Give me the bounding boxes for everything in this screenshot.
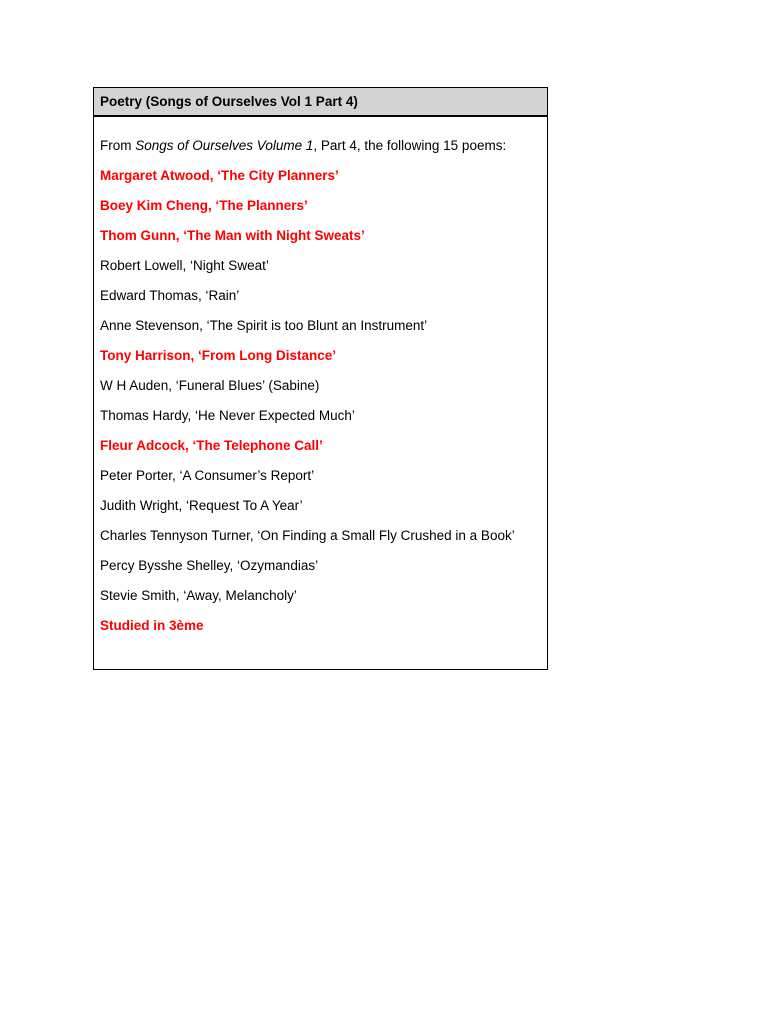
list-item: Thomas Hardy, ‘He Never Expected Much’ bbox=[100, 408, 355, 423]
list-item: Anne Stevenson, ‘The Spirit is too Blunt an Instrument’ bbox=[100, 318, 428, 333]
list-item: Judith Wright, ‘Request To A Year’ bbox=[100, 498, 303, 513]
list-item: Boey Kim Cheng, ‘The Planners’ bbox=[100, 198, 308, 213]
intro-line bbox=[100, 138, 547, 168]
list-item: Charles Tennyson Turner, ‘On Finding a Small Fly Crushed in a Book’ bbox=[100, 528, 515, 543]
table-header bbox=[94, 88, 547, 117]
list-item: Stevie Smith, ‘Away, Melancholy’ bbox=[100, 588, 297, 603]
list-item: Peter Porter, ‘A Consumer’s Report’ bbox=[100, 468, 315, 483]
list-item: Percy Bysshe Shelley, ‘Ozymandias’ bbox=[100, 558, 319, 573]
intro-book-title: Songs of Ourselves Volume 1 bbox=[135, 138, 314, 153]
intro-suffix: , Part 4, the following 15 poems: bbox=[313, 138, 507, 153]
poetry-table bbox=[93, 87, 548, 670]
list-item: Robert Lowell, ‘Night Sweat’ bbox=[100, 258, 269, 273]
poem-list bbox=[100, 168, 547, 618]
table-title: Poetry (Songs of Ourselves Vol 1 Part 4) bbox=[100, 94, 358, 109]
studied-legend: Studied in 3ème bbox=[100, 618, 204, 633]
list-item: Margaret Atwood, ‘The City Planners’ bbox=[100, 168, 339, 183]
table-body bbox=[94, 117, 547, 634]
list-item: Fleur Adcock, ‘The Telephone Call’ bbox=[100, 438, 323, 453]
list-item: W H Auden, ‘Funeral Blues’ (Sabine) bbox=[100, 378, 320, 393]
list-item: Tony Harrison, ‘From Long Distance’ bbox=[100, 348, 337, 363]
list-item: Thom Gunn, ‘The Man with Night Sweats’ bbox=[100, 228, 365, 243]
intro-prefix: From bbox=[100, 138, 136, 153]
list-item: Edward Thomas, ‘Rain’ bbox=[100, 288, 240, 303]
